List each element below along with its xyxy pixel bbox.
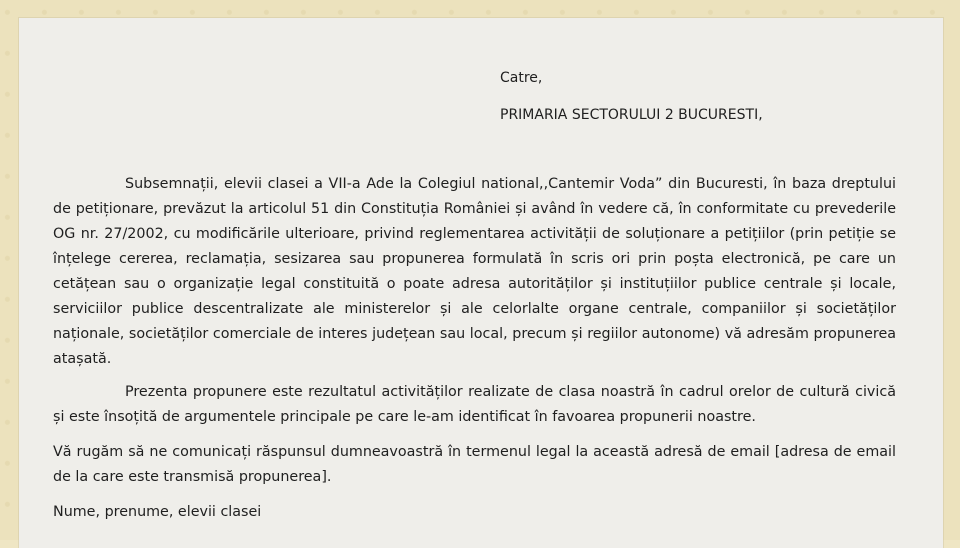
- recipient: PRIMARIA SECTORULUI 2 BUCURESTI,: [500, 107, 763, 123]
- signature-line: Nume, prenume, elevii clasei: [53, 504, 262, 520]
- paragraph-request: Vă rugăm să ne comunicați răspunsul dumneavoastră în termenul legal la această adresă de email [adresa de email de la care este transmisă propunerea].: [53, 444, 896, 485]
- salutation: Catre,: [500, 70, 543, 86]
- paragraph-proposal: Prezenta propunere este rezultatul activităților realizate de clasa noastră în cadrul orelor de cultură civică și este însoțită de argumentele principale pe care le-am identificat în favoarea propunerii noastre.: [53, 384, 896, 425]
- paragraph-petition: Subsemnații, elevii clasei a VII-a Ade la Colegiul national,,Cantemir Voda” din Bucuresti, în baza dreptului de petiționare, prevăzut la articolul 51 din Constituția României și având în vedere că, în conformitate cu prevederile OG nr. 27/2002, cu modificările ulterioare, privind reglementarea activității de soluționare a petițiilor (prin petiție se înțelege cererea, reclamația, sesizarea sau propunerea formulată în scris ori prin poșta electronică, pe care un cetățean sau o organizație legal constituită o poate adresa autorităților și instituțiilor publice centrale și locale, serviciilor publice descentralizate ale ministerelor și ale celorlalte organe centrale, companiilor și societăților naționale, societăților comerciale de interes județean sau local, precum și regiilor autonome) vă adresăm propunerea atașată.: [53, 176, 896, 367]
